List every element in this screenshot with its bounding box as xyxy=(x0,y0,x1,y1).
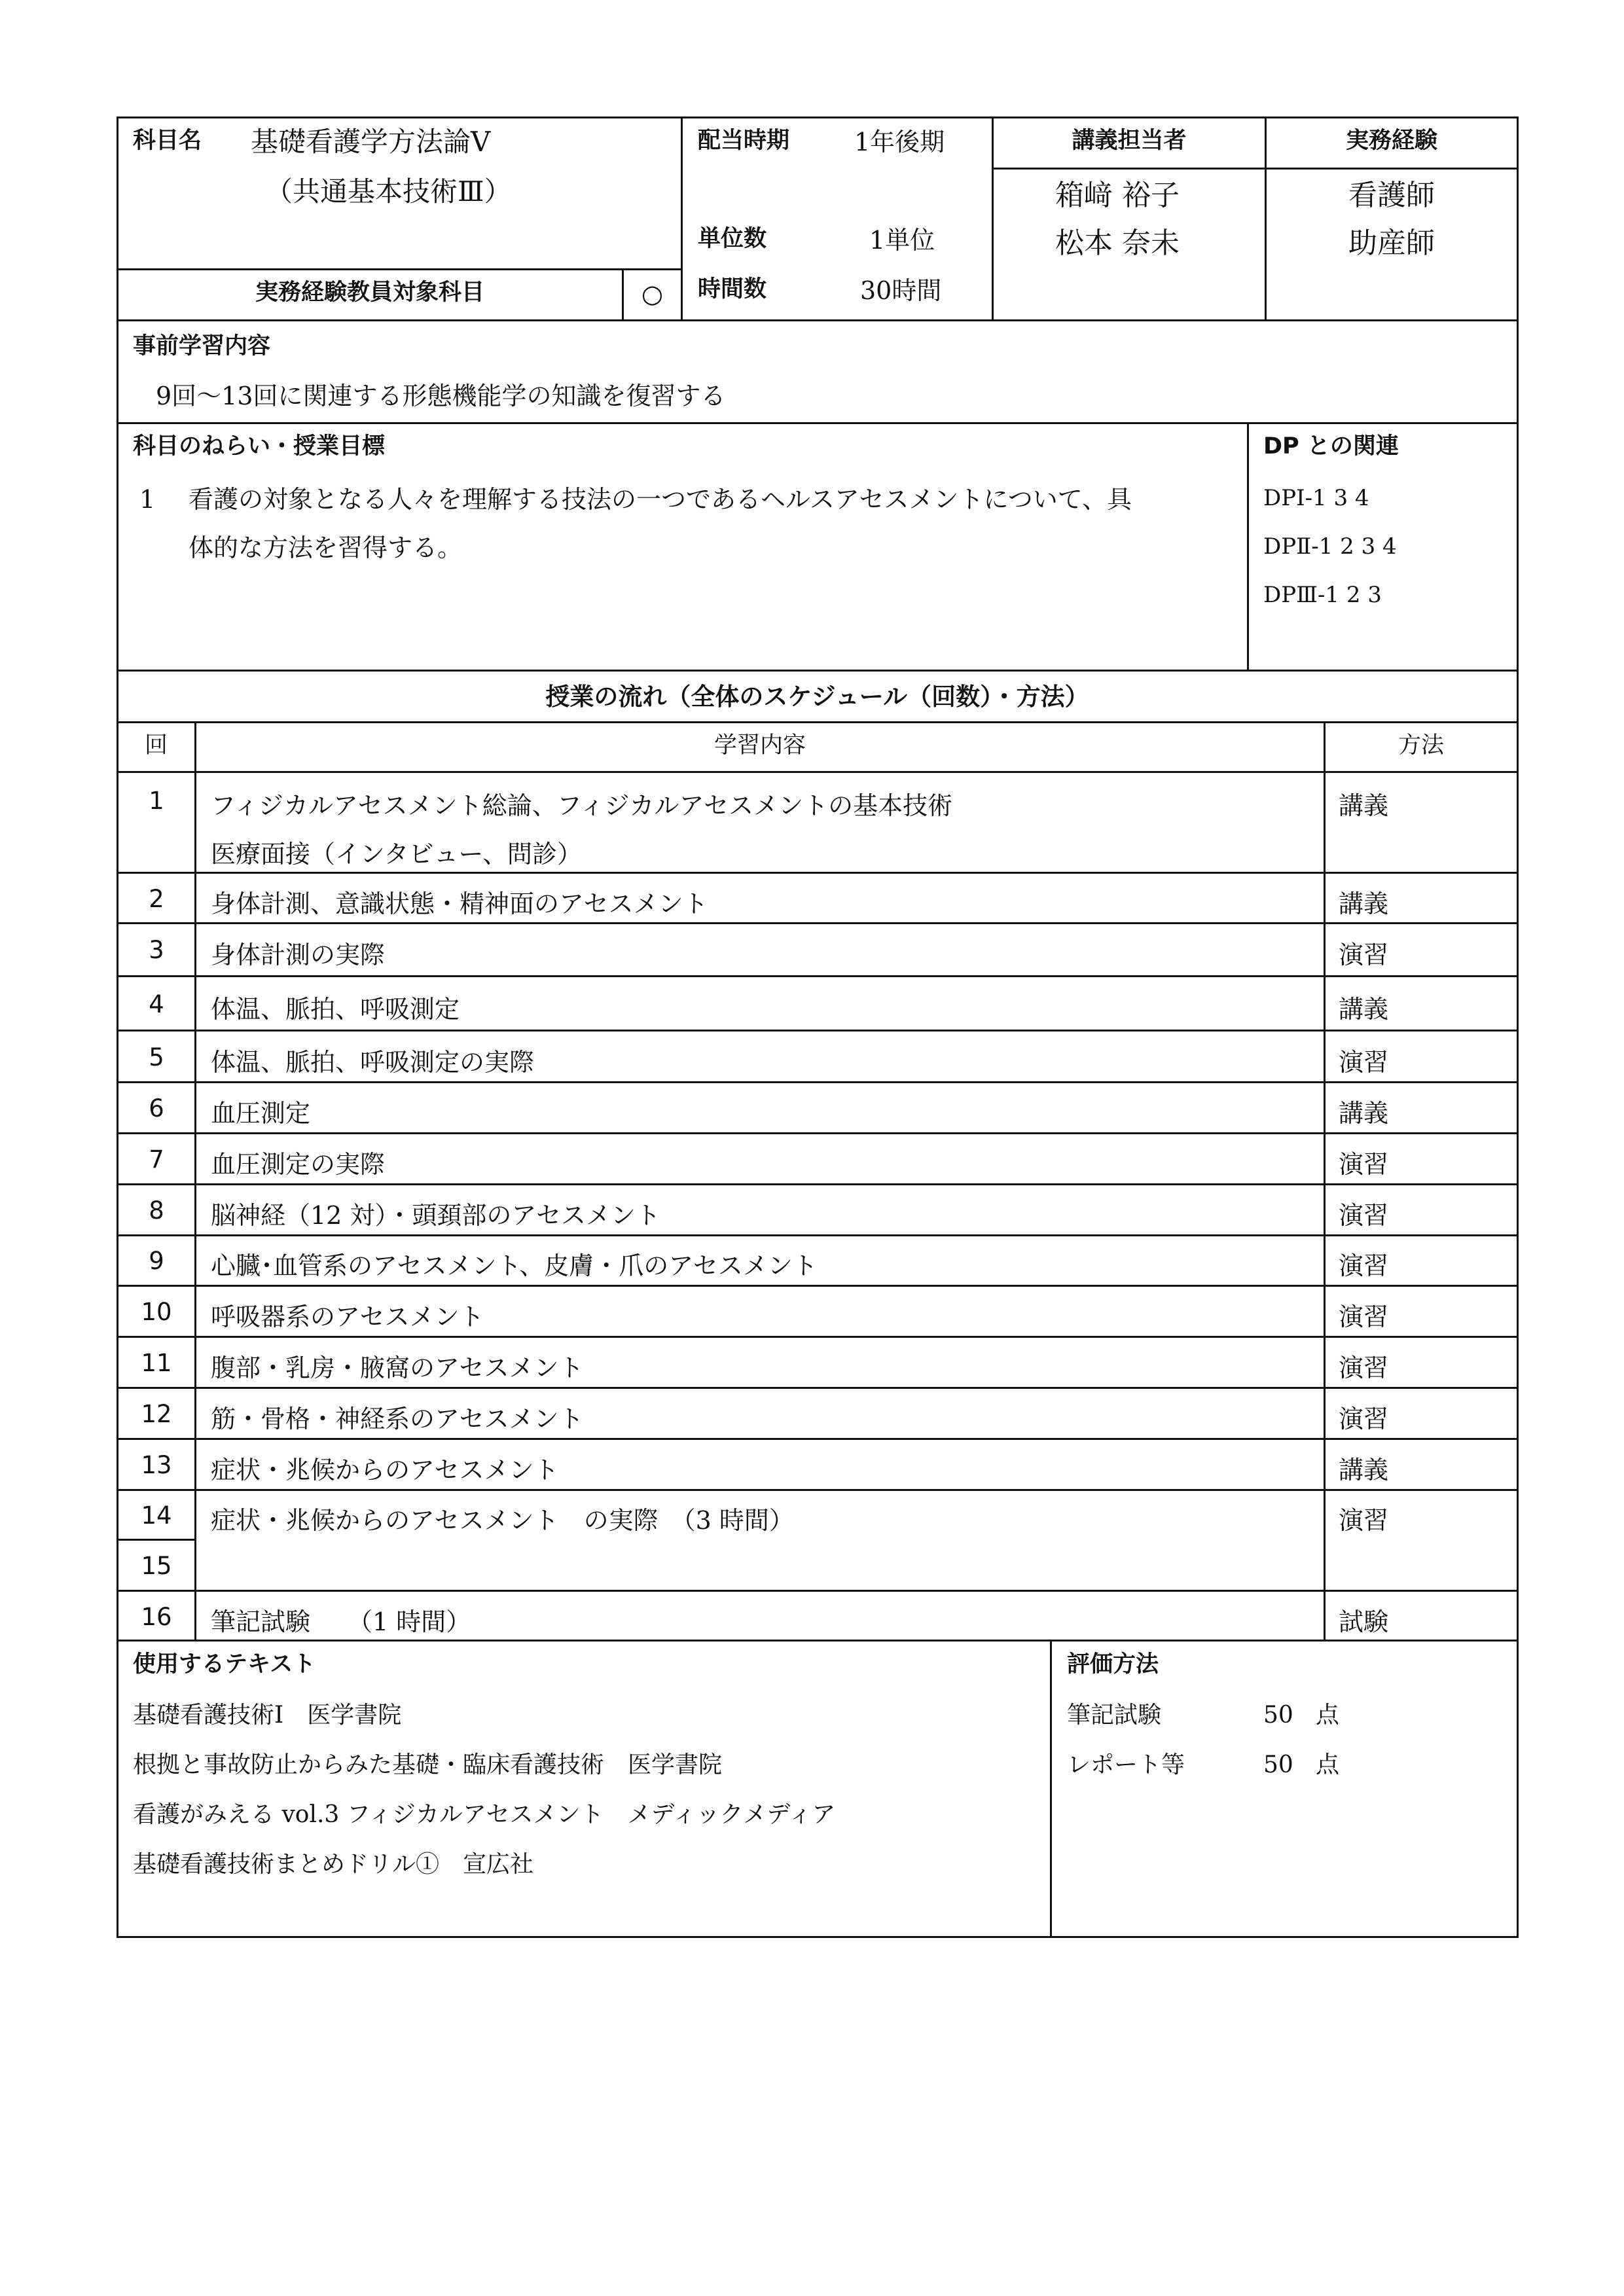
dp-item-3: DPⅢ-1 2 3 xyxy=(1263,582,1382,608)
practical-label: 実務経験教員対象科目 xyxy=(255,279,484,306)
text-item: 基礎看護技術Ⅰ 医学書院 xyxy=(133,1702,402,1729)
row-method: 演習 xyxy=(1339,1354,1389,1382)
term-value: 1年後期 xyxy=(854,128,945,156)
lecturer-name-1: 箱﨑 裕子 xyxy=(1055,179,1180,212)
row-method: 演習 xyxy=(1339,1251,1389,1280)
row-method: 演習 xyxy=(1339,1150,1389,1179)
prestudy-label: 事前学習内容 xyxy=(133,333,271,359)
dp-item-1: DPⅠ-1 3 4 xyxy=(1263,485,1369,511)
dp-label: DP との関連 xyxy=(1263,433,1399,459)
row-no: 4 xyxy=(149,990,164,1018)
col-content-header: 学習内容 xyxy=(713,732,806,759)
row-method: 演習 xyxy=(1339,1405,1389,1433)
row-method: 講義 xyxy=(1339,1099,1389,1128)
row-content: 身体計測の実際 xyxy=(211,941,386,969)
row-content: 筋・骨格・神経系のアセスメント xyxy=(211,1405,584,1433)
credits-value: 1単位 xyxy=(869,226,935,255)
row-content: 体温、脈拍、呼吸測定 xyxy=(211,995,460,1024)
row-content: 血圧測定 xyxy=(211,1099,311,1128)
evaluation-item-name: レポート等 xyxy=(1067,1751,1185,1778)
row-content: 体温、脈拍、呼吸測定の実際 xyxy=(211,1048,535,1077)
texts-label: 使用するテキスト xyxy=(133,1651,316,1677)
row-content: 脳神経（12 対）・頭頚部のアセスメント xyxy=(211,1201,661,1230)
row-method: 講義 xyxy=(1339,791,1389,820)
row-no: 13 xyxy=(141,1451,172,1479)
row-no: 16 xyxy=(141,1603,172,1631)
evaluation-label: 評価方法 xyxy=(1067,1651,1159,1677)
row-no: 3 xyxy=(149,936,164,964)
row-method: 演習 xyxy=(1339,1302,1389,1331)
row-no: 11 xyxy=(141,1349,172,1377)
row-content: 腹部・乳房・腋窩のアセスメント xyxy=(211,1354,584,1382)
row-content: 血圧測定の実際 xyxy=(211,1150,386,1179)
row-content-2: 医療面接（インタビュー、問診） xyxy=(211,840,582,869)
experience-label: 実務経験 xyxy=(1345,128,1437,154)
row-method: 試験 xyxy=(1339,1607,1389,1636)
row-no: 14 xyxy=(141,1501,172,1530)
row-no: 10 xyxy=(141,1298,172,1326)
lecturer-label: 講義担当者 xyxy=(1072,128,1187,154)
text-item: 基礎看護技術まとめドリル① 宣広社 xyxy=(133,1851,534,1878)
credits-label: 単位数 xyxy=(698,226,767,252)
row-method: 演習 xyxy=(1339,941,1389,969)
subject-subtitle: （共通基本技術Ⅲ） xyxy=(265,175,512,207)
text-item: 根拠と事故防止からみた基礎・臨床看護技術 医学書院 xyxy=(133,1751,723,1778)
experience-1: 看護師 xyxy=(1348,179,1435,212)
row-method: 演習 xyxy=(1339,1506,1389,1535)
experience-2: 助産師 xyxy=(1348,226,1435,260)
lecturer-name-2: 松本 奈未 xyxy=(1055,226,1180,260)
evaluation-item-unit: 点 xyxy=(1316,1702,1340,1729)
row-method: 演習 xyxy=(1339,1201,1389,1230)
evaluation-item-name: 筆記試験 xyxy=(1067,1702,1162,1729)
evaluation-item-unit: 点 xyxy=(1316,1751,1340,1778)
evaluation-item-points: 50 xyxy=(1263,1702,1293,1729)
row-content: 症状・兆候からのアセスメント xyxy=(211,1456,559,1484)
col-method-header: 方法 xyxy=(1398,732,1444,759)
row-method: 講義 xyxy=(1339,995,1389,1024)
hours-value: 30時間 xyxy=(860,276,942,305)
row-method: 講義 xyxy=(1339,1456,1389,1484)
aims-item-no: 1 xyxy=(139,485,156,514)
row-no: 7 xyxy=(149,1145,164,1174)
text-item: 看護がみえる vol.3 フィジカルアセスメント メディックメディア xyxy=(133,1801,836,1828)
row-method: 講義 xyxy=(1339,889,1389,918)
aims-line-1: 看護の対象となる人々を理解する技法の一つであるヘルスアセスメントについて、具 xyxy=(189,485,1132,514)
row-no: 9 xyxy=(149,1247,164,1275)
row-content: 呼吸器系のアセスメント xyxy=(211,1302,484,1331)
row-no: 8 xyxy=(149,1196,164,1225)
row-no: 12 xyxy=(141,1400,172,1428)
row-method: 演習 xyxy=(1339,1048,1389,1077)
hours-label: 時間数 xyxy=(698,276,767,302)
row-content: フィジカルアセスメント総論、フィジカルアセスメントの基本技術 xyxy=(211,791,953,820)
row-no: 15 xyxy=(141,1552,172,1580)
row-content: 心臓･血管系のアセスメント、皮膚・爪のアセスメント xyxy=(211,1251,818,1280)
subject-label: 科目名 xyxy=(133,128,202,154)
term-label: 配当時期 xyxy=(698,128,790,154)
row-content: 症状・兆候からのアセスメント の実際 （3 時間） xyxy=(211,1506,794,1535)
aims-label: 科目のねらい・授業目標 xyxy=(133,433,386,459)
row-no: 1 xyxy=(149,787,164,815)
row-content: 筆記試験 （1 時間） xyxy=(211,1607,471,1636)
dp-item-2: DPⅡ-1 2 3 4 xyxy=(1263,533,1397,560)
practical-mark: ○ xyxy=(641,279,664,308)
evaluation-item-points: 50 xyxy=(1263,1751,1293,1778)
row-no: 2 xyxy=(149,885,164,913)
aims-line-2: 体的な方法を習得する。 xyxy=(189,533,463,562)
prestudy-text: 9回～13回に関連する形態機能学の知識を復習する xyxy=(156,382,726,410)
row-no: 5 xyxy=(149,1043,164,1071)
subject-name: 基礎看護学方法論Ⅴ xyxy=(251,126,491,158)
col-no-header: 回 xyxy=(144,732,168,759)
schedule-title: 授業の流れ（全体のスケジュール（回数）・方法） xyxy=(545,683,1089,711)
row-content: 身体計測、意識状態・精神面のアセスメント xyxy=(211,889,708,918)
row-no: 6 xyxy=(149,1094,164,1122)
